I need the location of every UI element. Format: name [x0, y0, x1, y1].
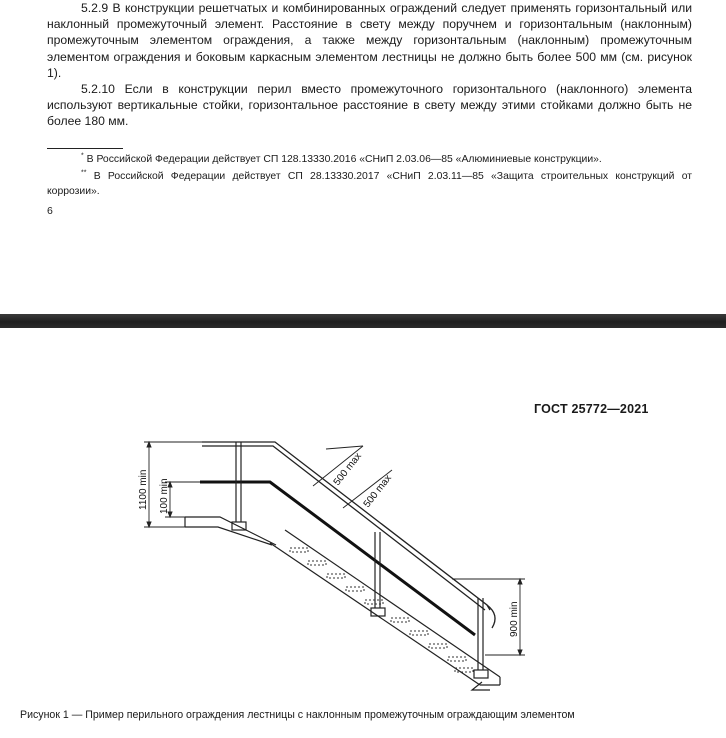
footnotes — [47, 152, 692, 199]
dim-100-label: 100 min — [159, 478, 170, 514]
footnote-1 — [47, 152, 692, 167]
upper-page — [0, 0, 726, 314]
paragraph-5-2-9: 5.2.9 В конструкции решетчатых и комбинированных ограждений следует применять горизонтальный или наклонный промежуточный элемент. Расстояние в свету между поручнем и горизонтальным (наклонным) промежуточным элементом ограждения, а также между горизонтальным (наклонным) промежуточным элементом ограждения и боковым каркасным элементом лестницы не должно быть более 500 мм (см. рисунок 1). — [47, 1, 692, 80]
dim-500-lower-label: 500 max — [361, 472, 394, 510]
figure-caption: Рисунок 1 — Пример перильного ограждения лестницы с наклонным промежуточным ограждающим элементом — [20, 709, 575, 721]
dim-900-label: 900 min — [509, 601, 520, 637]
posts — [232, 442, 490, 690]
dimension-lines-left — [144, 442, 202, 527]
footnote-mark: * — [81, 152, 84, 160]
footnote-separator — [47, 148, 123, 149]
footnote-text: В Российской Федерации действует СП 28.13330.2017 «СНиП 2.03.11—85 «Защита строительных конструкций от коррозии». — [47, 171, 693, 197]
page-number: 6 — [47, 205, 53, 217]
page-divider — [0, 314, 726, 328]
body-text — [47, 0, 692, 130]
landing-slab — [185, 517, 276, 545]
paragraph-5-2-10: 5.2.10 Если в конструкции перил вместо промежуточного горизонтального (наклонного) элемента используют вертикальные стойки, горизонтальное расстояние в свету между этими стойками должно быть не более 180 мм. — [47, 82, 692, 129]
document-header: ГОСТ 25772—2021 — [534, 402, 649, 416]
dim-500-upper-label: 500 max — [331, 450, 364, 488]
dim-1100-label: 1100 min — [138, 469, 149, 510]
railing-figure — [130, 430, 550, 702]
footnote-2 — [47, 169, 692, 199]
footnote-text: В Российской Федерации действует СП 128.13330.2016 «СНиП 2.03.06—85 «Алюминиевые конструкции». — [86, 154, 602, 165]
footnote-mark: ** — [81, 169, 87, 177]
